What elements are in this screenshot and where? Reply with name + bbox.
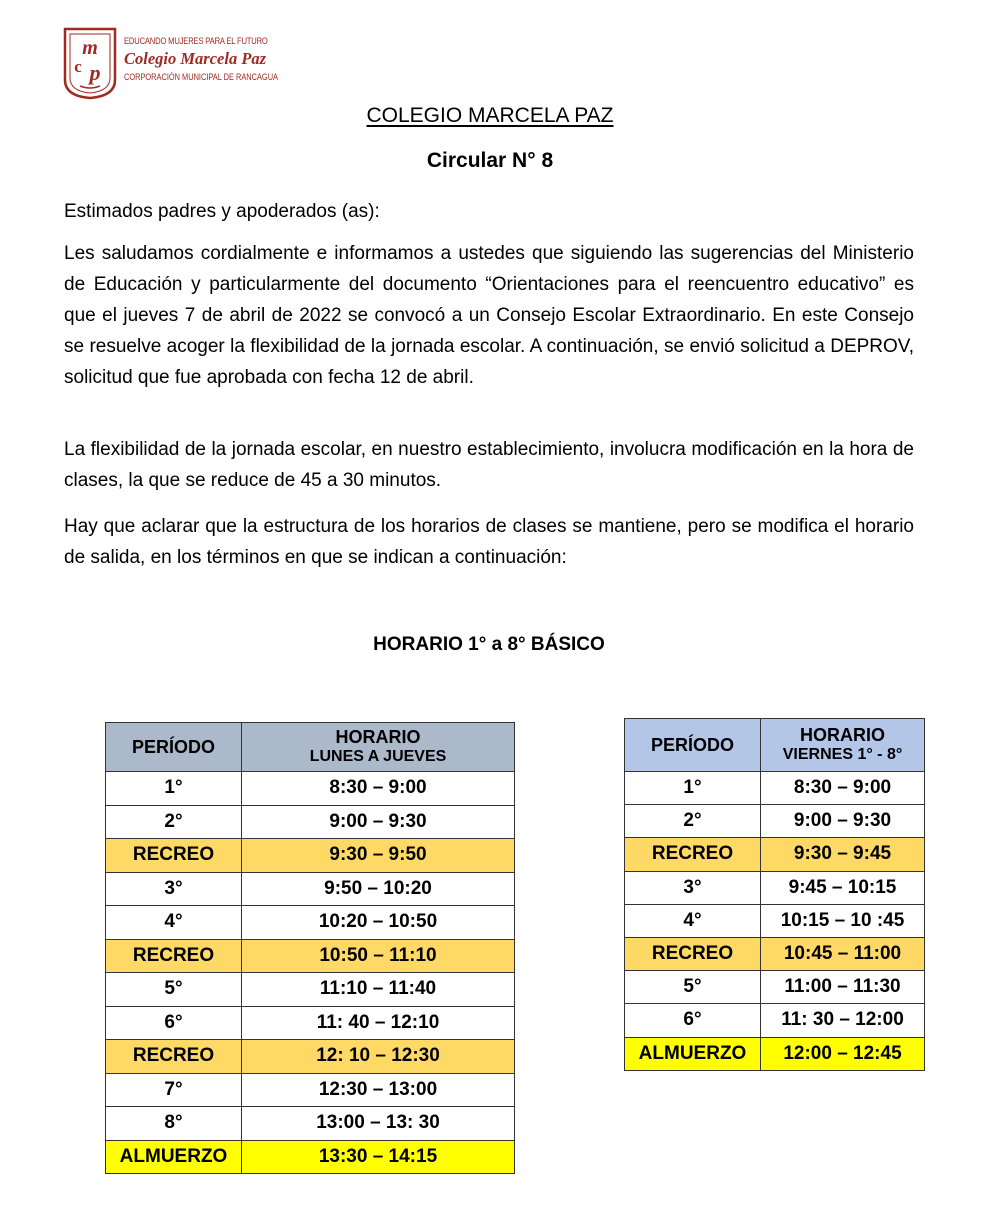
- period-cell: 3°: [106, 872, 242, 906]
- time-cell: 10:45 – 11:00: [761, 937, 925, 970]
- table-row: [625, 904, 925, 937]
- table-header-row: [106, 723, 515, 772]
- paragraph-intro: Les saludamos cordialmente e informamos a ustedes que siguiendo las sugerencias del Ministerio de Educación y particularmente del documento “Orientaciones para el reencuentro educativo” es que el jueves 7 de abril de 2022 se convocó a un Consejo Escolar Extraordinario. En este Consejo se resuelve acoger la flexibilidad de la jornada escolar. A continuación, se envió solicitud a DEPROV, solicitud que fue aprobada con fecha 12 de abril.: [64, 243, 914, 388]
- period-cell: 7°: [106, 1073, 242, 1107]
- header-period: PERÍODO: [106, 723, 242, 772]
- table-row: [625, 971, 925, 1004]
- table-row: [625, 937, 925, 970]
- table-row: [106, 906, 515, 940]
- logo-school-name: Colegio Marcela Paz: [124, 49, 267, 68]
- period-cell: ALMUERZO: [106, 1140, 242, 1174]
- time-cell: 13:00 – 13: 30: [242, 1107, 515, 1141]
- time-cell: 12:30 – 13:00: [242, 1073, 515, 1107]
- period-cell: 6°: [625, 1004, 761, 1037]
- time-cell: 8:30 – 9:00: [242, 772, 515, 806]
- paragraph-flexibility: La flexibilidad de la jornada escolar, en nuestro establecimiento, involucra modificación en la hora de clases, la que se reduce de 45 a 30 minutos.: [64, 439, 914, 491]
- svg-text:m: m: [82, 37, 98, 59]
- time-cell: 10:20 – 10:50: [242, 906, 515, 940]
- period-cell: 2°: [625, 805, 761, 838]
- svg-text:c: c: [74, 57, 82, 76]
- time-cell: 9:30 – 9:45: [761, 838, 925, 871]
- period-cell: 3°: [625, 871, 761, 904]
- header-schedule-subtitle: VIERNES 1° - 8°: [782, 746, 903, 763]
- table-row: [625, 772, 925, 805]
- time-cell: 11: 40 – 12:10: [242, 1006, 515, 1040]
- svg-text:p: p: [89, 60, 101, 85]
- period-cell: 5°: [625, 971, 761, 1004]
- table-row: [106, 1040, 515, 1074]
- time-cell: 12: 10 – 12:30: [242, 1040, 515, 1074]
- table-row: [106, 772, 515, 806]
- period-cell: 5°: [106, 973, 242, 1007]
- logo-corporation: CORPORACIÓN MUNICIPAL DE RANCAGUA: [124, 72, 278, 83]
- school-logo: [62, 26, 277, 102]
- period-cell: 4°: [106, 906, 242, 940]
- circular-title: Circular N° 8: [426, 149, 554, 172]
- table-row: [625, 838, 925, 871]
- school-title: COLEGIO MARCELA PAZ: [366, 104, 614, 127]
- period-cell: 6°: [106, 1006, 242, 1040]
- period-cell: RECREO: [106, 939, 242, 973]
- header-schedule: [761, 719, 925, 772]
- time-cell: 9:00 – 9:30: [761, 805, 925, 838]
- period-cell: 1°: [106, 772, 242, 806]
- time-cell: 10:50 – 11:10: [242, 939, 515, 973]
- period-cell: RECREO: [106, 1040, 242, 1074]
- time-cell: 9:00 – 9:30: [242, 805, 515, 839]
- table-row: [106, 939, 515, 973]
- table-row: [106, 839, 515, 873]
- time-cell: 11:00 – 11:30: [761, 971, 925, 1004]
- paragraph-schedule-note: Hay que aclarar que la estructura de los horarios de clases se mantiene, pero se modifica el horario de salida, en los términos en que se indican a continuación:: [64, 516, 914, 568]
- period-cell: RECREO: [625, 937, 761, 970]
- time-cell: 12:00 – 12:45: [761, 1037, 925, 1070]
- table-row: [106, 1006, 515, 1040]
- header-schedule-title: HORARIO: [800, 725, 885, 745]
- schedule-title: HORARIO 1° a 8° BÁSICO: [373, 634, 605, 655]
- period-cell: 1°: [625, 772, 761, 805]
- schedule-table-mon-thu: [105, 722, 515, 1174]
- table-row: [625, 871, 925, 904]
- schedule-table-friday: [624, 718, 925, 1071]
- period-cell: 4°: [625, 904, 761, 937]
- table-row: [106, 1107, 515, 1141]
- time-cell: 9:30 – 9:50: [242, 839, 515, 873]
- period-cell: 8°: [106, 1107, 242, 1141]
- period-cell: ALMUERZO: [625, 1037, 761, 1070]
- time-cell: 8:30 – 9:00: [761, 772, 925, 805]
- table-row: [106, 1073, 515, 1107]
- period-cell: 2°: [106, 805, 242, 839]
- header-period: PERÍODO: [625, 719, 761, 772]
- time-cell: 13:30 – 14:15: [242, 1140, 515, 1174]
- table-row: [625, 1037, 925, 1070]
- table-row: [106, 805, 515, 839]
- school-crest-icon: [62, 26, 118, 100]
- time-cell: 9:45 – 10:15: [761, 871, 925, 904]
- time-cell: 9:50 – 10:20: [242, 872, 515, 906]
- greeting: Estimados padres y apoderados (as):: [64, 201, 380, 222]
- table-row: [625, 1004, 925, 1037]
- period-cell: RECREO: [625, 838, 761, 871]
- time-cell: 11: 30 – 12:00: [761, 1004, 925, 1037]
- table-row: [106, 872, 515, 906]
- time-cell: 10:15 – 10 :45: [761, 904, 925, 937]
- header-schedule-title: HORARIO: [335, 727, 421, 747]
- logo-tagline: EDUCANDO MUJERES PARA EL FUTURO: [124, 36, 268, 47]
- time-cell: 11:10 – 11:40: [242, 973, 515, 1007]
- period-cell: RECREO: [106, 839, 242, 873]
- table-row: [625, 805, 925, 838]
- table-header-row: [625, 719, 925, 772]
- table-row: [106, 973, 515, 1007]
- table-row: [106, 1140, 515, 1174]
- header-schedule: [242, 723, 515, 772]
- header-schedule-subtitle: LUNES A JUEVES: [309, 748, 447, 765]
